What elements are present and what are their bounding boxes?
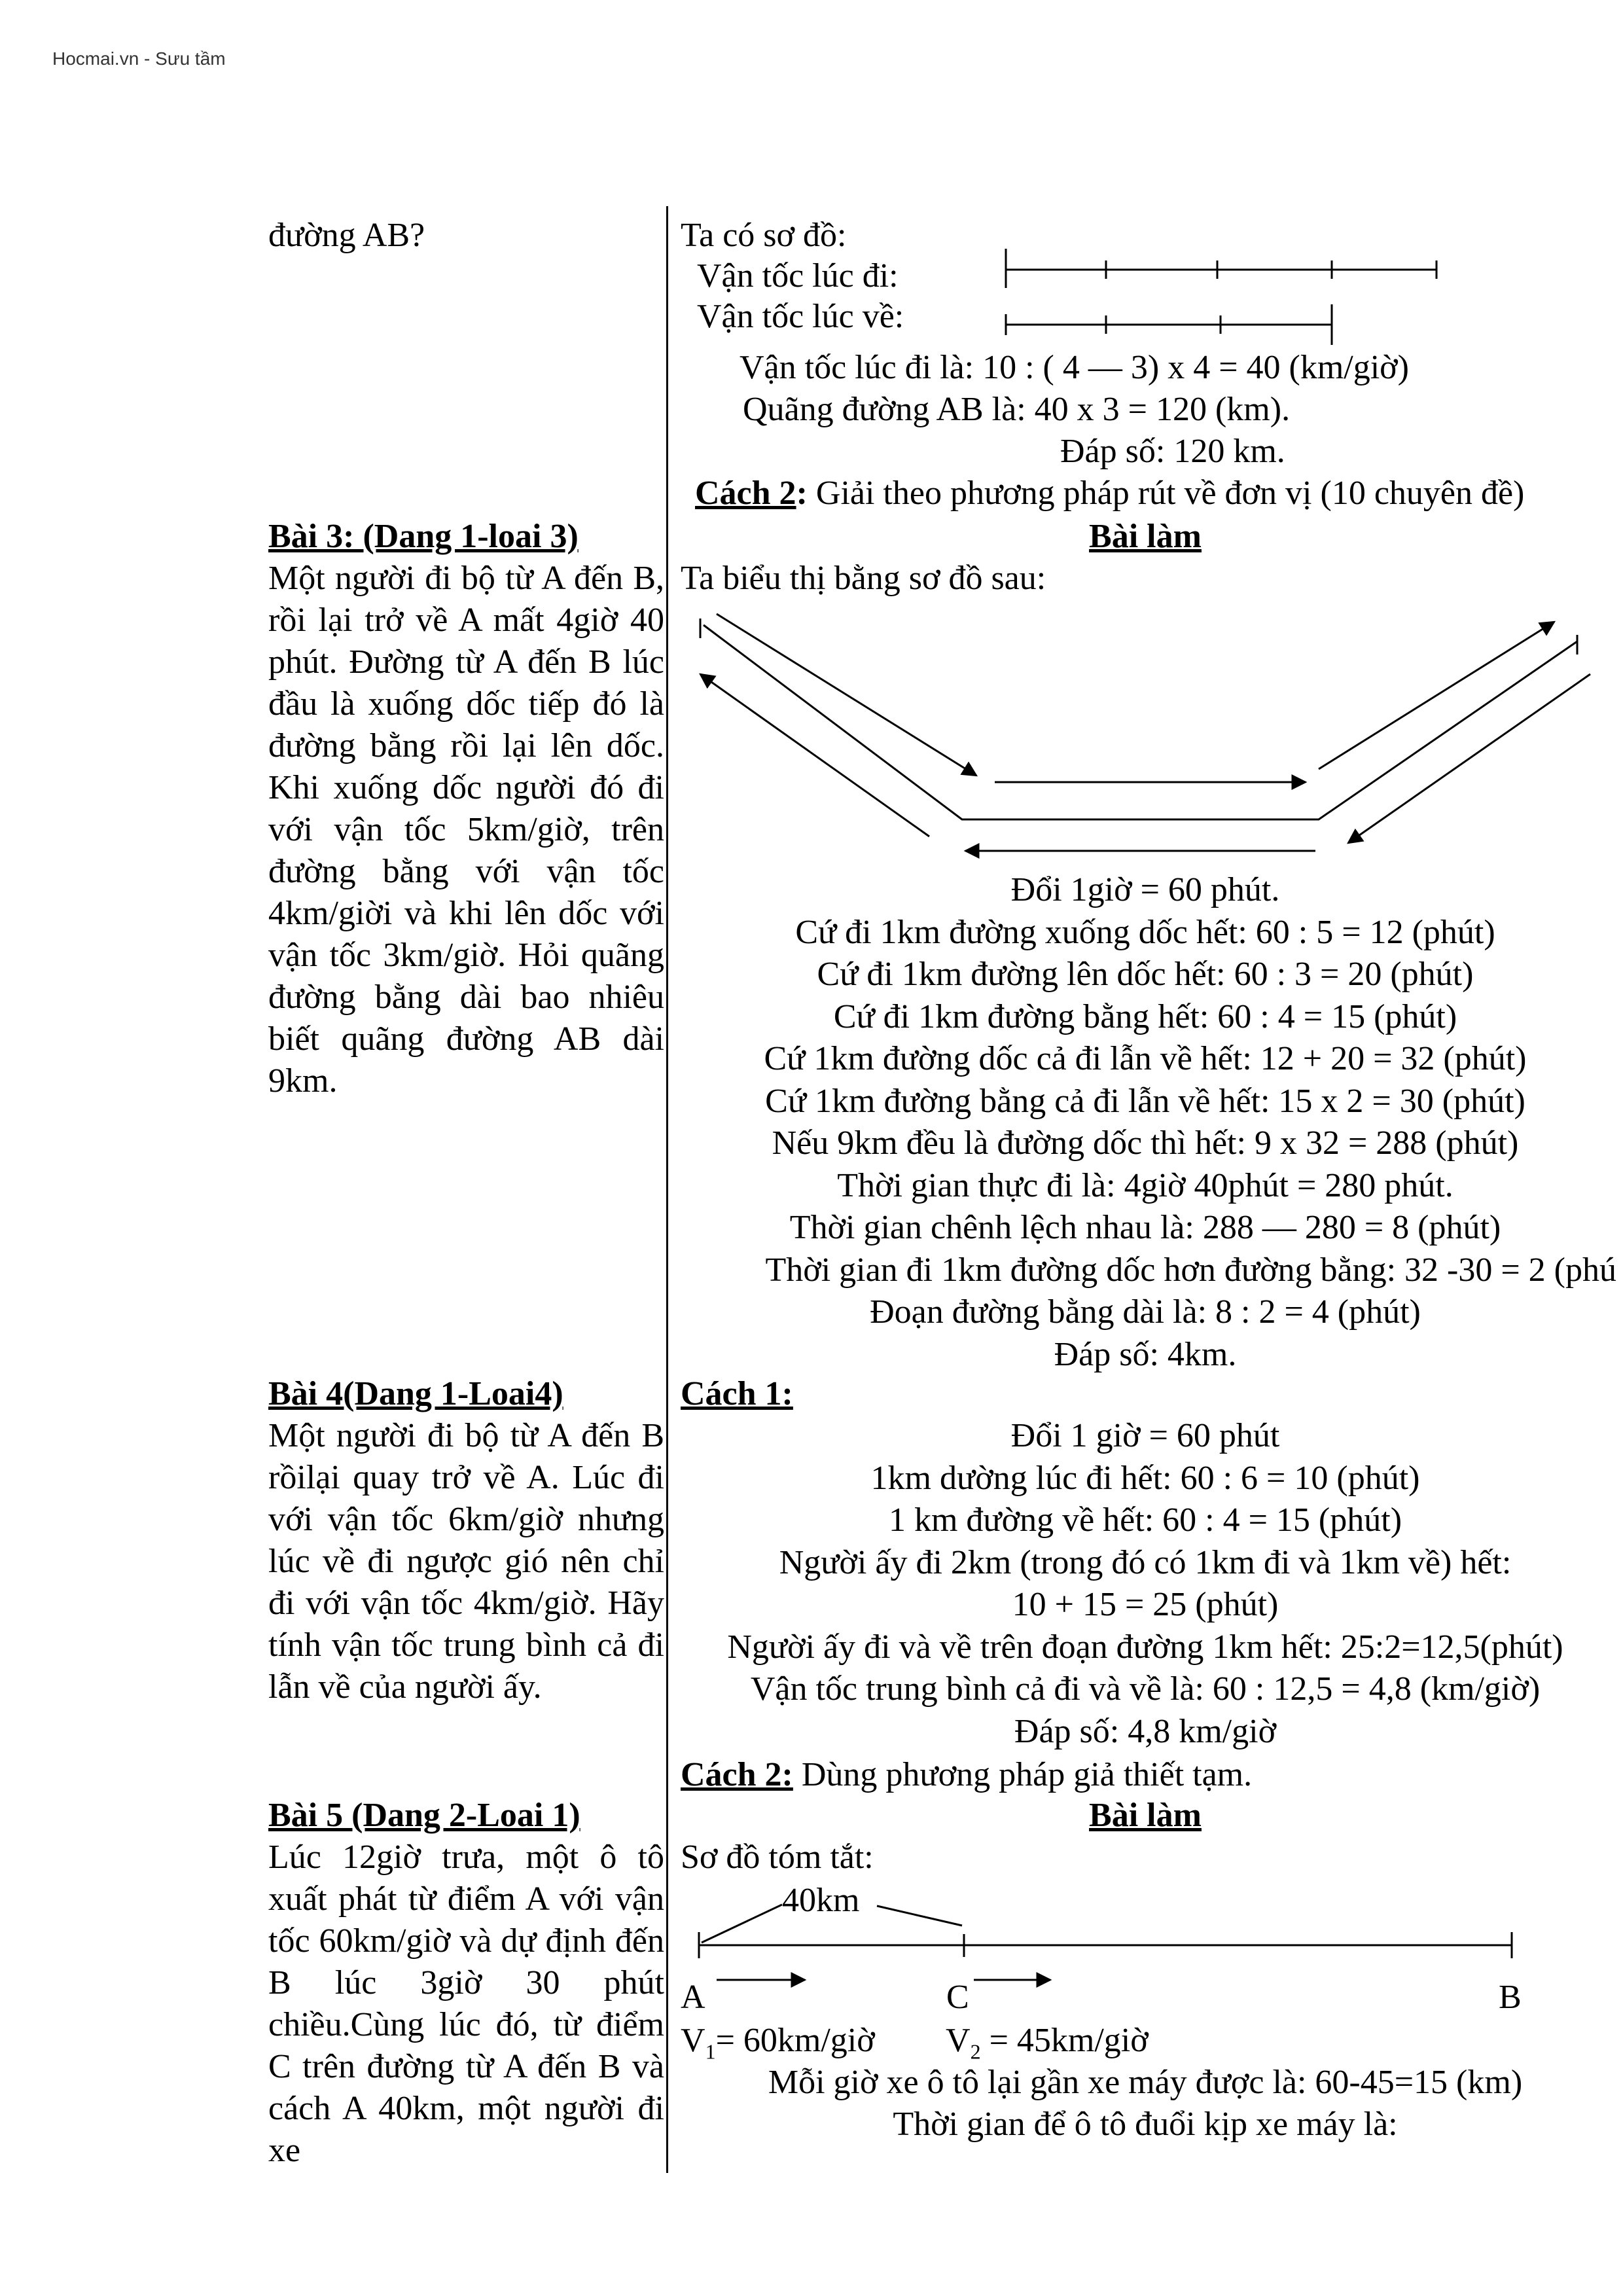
arrow-return-up [700,674,929,836]
label-van-toc-ve: Vận tốc lúc về: [697,298,904,335]
bai3-line: Nếu 9km đều là đường dốc thì hết: 9 x 32 = 288 (phút) [772,1124,1519,1162]
bai3-line: Thời gian thực đi là: 4giờ 40phút = 280 phút. [837,1166,1454,1204]
road-diagram [700,614,1590,851]
arrow-up-slope [1319,622,1554,769]
bai5-title: Bài 5 (Dang 2-Loai 1) [268,1797,580,1834]
v1-rest: = 60km/giờ [715,2022,875,2059]
calc-van-toc-di: Vận tốc lúc đi là: 10 : ( 4 — 3) x 4 = 40 (km/giờ) [740,349,1409,386]
cach2b-line [681,1754,1252,1796]
bai3-answer: Đáp số: 4km. [1054,1335,1237,1373]
bai4-problem: Một người đi bộ từ A đến B rồilại quay trở về A. Lúc đi với vận tốc 6km/giờ nhưng lúc về đi ngược gió nên chỉ đi với vận tốc 4km/giờ. Hãy tính vận tốc trung bình cả đi lẫn về của người ấy. [268,1417,664,1706]
bai-lam-heading-2: Bài làm [1089,1797,1202,1834]
bai3-line: Đổi 1giờ = 60 phút. [1010,871,1280,908]
bai5-problem: Lúc 12giờ trưa, một ô tô xuất phát từ điểm A với vận tốc 60km/giờ và dự định đến B lúc 3giờ 30 phút chiều.Cùng lúc đó, từ điểm C trên đường từ A đến B và cách A 40km, một người đi xe [268,1839,664,2169]
bai3-solution [681,869,1616,1376]
bieu-thi-text: Ta biểu thị bằng sơ đồ sau: [681,560,1046,597]
point-c: C [946,1979,969,2016]
v1-prefix: V [681,2022,705,2059]
so-do-tom-tat: Sơ đồ tóm tắt: [681,1839,874,1876]
bai4-answer: Đáp số: 4,8 km/giờ [1014,1712,1277,1750]
bai3-problem: Một người đi bộ từ A đến B, rồi lại trở về A mất 4giờ 40 phút. Đường từ A đến B lúc đầu là xuống dốc tiếp đó là đường bằng rồi lại lên dốc. Khi xuống dốc người đó đi với vận tốc 5km/giờ, trên đường bằng với vận tốc 4km/giời và khi lên dốc với vận tốc 3km/giờ. Hỏi quãng đường bằng dài bao nhiêu biết quãng đường AB dài 9km. [268,560,664,1100]
arrow-down-slope [717,614,976,776]
bai3-line: Cứ 1km đường dốc cả đi lẫn về hết: 12 + 20 = 32 (phút) [764,1040,1527,1077]
cach1-label: Cách 1: [681,1375,793,1412]
bai3-line: Cứ đi 1km đường lên dốc hết: 60 : 3 = 20 (phút) [817,956,1474,993]
bai4-solution [681,1415,1610,1753]
segment-diagram-speeds [1006,249,1436,345]
cach2-colon: : [796,475,808,512]
bai4-line: 10 + 15 = 25 (phút) [1012,1586,1279,1623]
bai4-line: Vận tốc trung bình cả đi và về là: 60 : 12,5 = 4,8 (km/giờ) [750,1670,1541,1708]
cach2-label: Cách 2 [695,475,796,512]
bai3-line: Cứ đi 1km đường xuống dốc hết: 60 : 5 = 12 (phút) [795,913,1495,951]
bai4-title: Bài 4(Dang 1-Loai4) [268,1375,563,1412]
arrow-return-down [1348,674,1590,843]
bai4-line: Người ấy đi 2km (trong đó có 1km đi và 1km về) hết: [779,1543,1512,1581]
label-van-toc-di: Vận tốc lúc đi: [697,257,899,295]
bai4-line: 1km dường lúc đi hết: 60 : 6 = 10 (phút) [870,1459,1420,1497]
distance-label: 40km [782,1882,860,1919]
road-path [704,625,1577,819]
cach2b-text: Dùng phương pháp giả thiết tạm. [793,1756,1253,1793]
v2-prefix: V [946,2022,971,2059]
page-header: Hocmai.vn - Sưu tầm [52,48,226,69]
cach2-text: Giải theo phương pháp rút về đơn vị (10 chuyên đề) [807,475,1525,512]
point-b: B [1499,1979,1522,2016]
bai4-line: Đổi 1 giờ = 60 phút [1010,1417,1280,1454]
bai5-line-1: Mỗi giờ xe ô tô lại gần xe máy được là: 60-45=15 (km) [768,2064,1523,2101]
bai3-line: Cứ 1km đường bằng cả đi lẫn về hết: 15 x 2 = 30 (phút) [765,1082,1525,1120]
bai4-line: Người ấy đi và về trên đoạn đường 1km hết: 25:2=12,5(phút) [727,1628,1563,1666]
bai4-line: 1 km đường về hết: 60 : 4 = 15 (phút) [888,1501,1402,1539]
bai3-line: Thời gian đi 1km đường dốc hơn đường bằng: 32 -30 = 2 (phú [765,1251,1616,1289]
answer-bai2: Đáp số: 120 km. [1060,433,1285,470]
v1-sub: 1 [705,2039,716,2064]
v2-sub: 2 [970,2039,981,2064]
bai2-tail: đường AB? [268,217,425,254]
bai3-line: Thời gian chênh lệch nhau là: 288 — 280 = 8 (phút) [789,1209,1501,1246]
bai5-line-2: Thời gian để ô tô đuổi kịp xe máy là: [893,2106,1398,2143]
point-a: A [681,1979,705,2016]
calc-quang-duong: Quãng đường AB là: 40 x 3 = 120 (km). [743,391,1291,428]
sodo-intro: Ta có sơ đồ: [681,217,847,254]
bai3-title: Bài 3: (Dang 1-loai 3) [268,518,579,555]
bai3-line: Cứ đi 1km đường bằng hết: 60 : 4 = 15 (phút) [833,997,1457,1035]
bai-lam-heading: Bài làm [1089,518,1202,555]
cach2b-label: Cách 2: [681,1756,793,1793]
bai3-line: Đoạn đường bằng dài là: 8 : 2 = 4 (phút) [870,1293,1421,1331]
v2-rest: = 45km/giờ [980,2022,1149,2059]
